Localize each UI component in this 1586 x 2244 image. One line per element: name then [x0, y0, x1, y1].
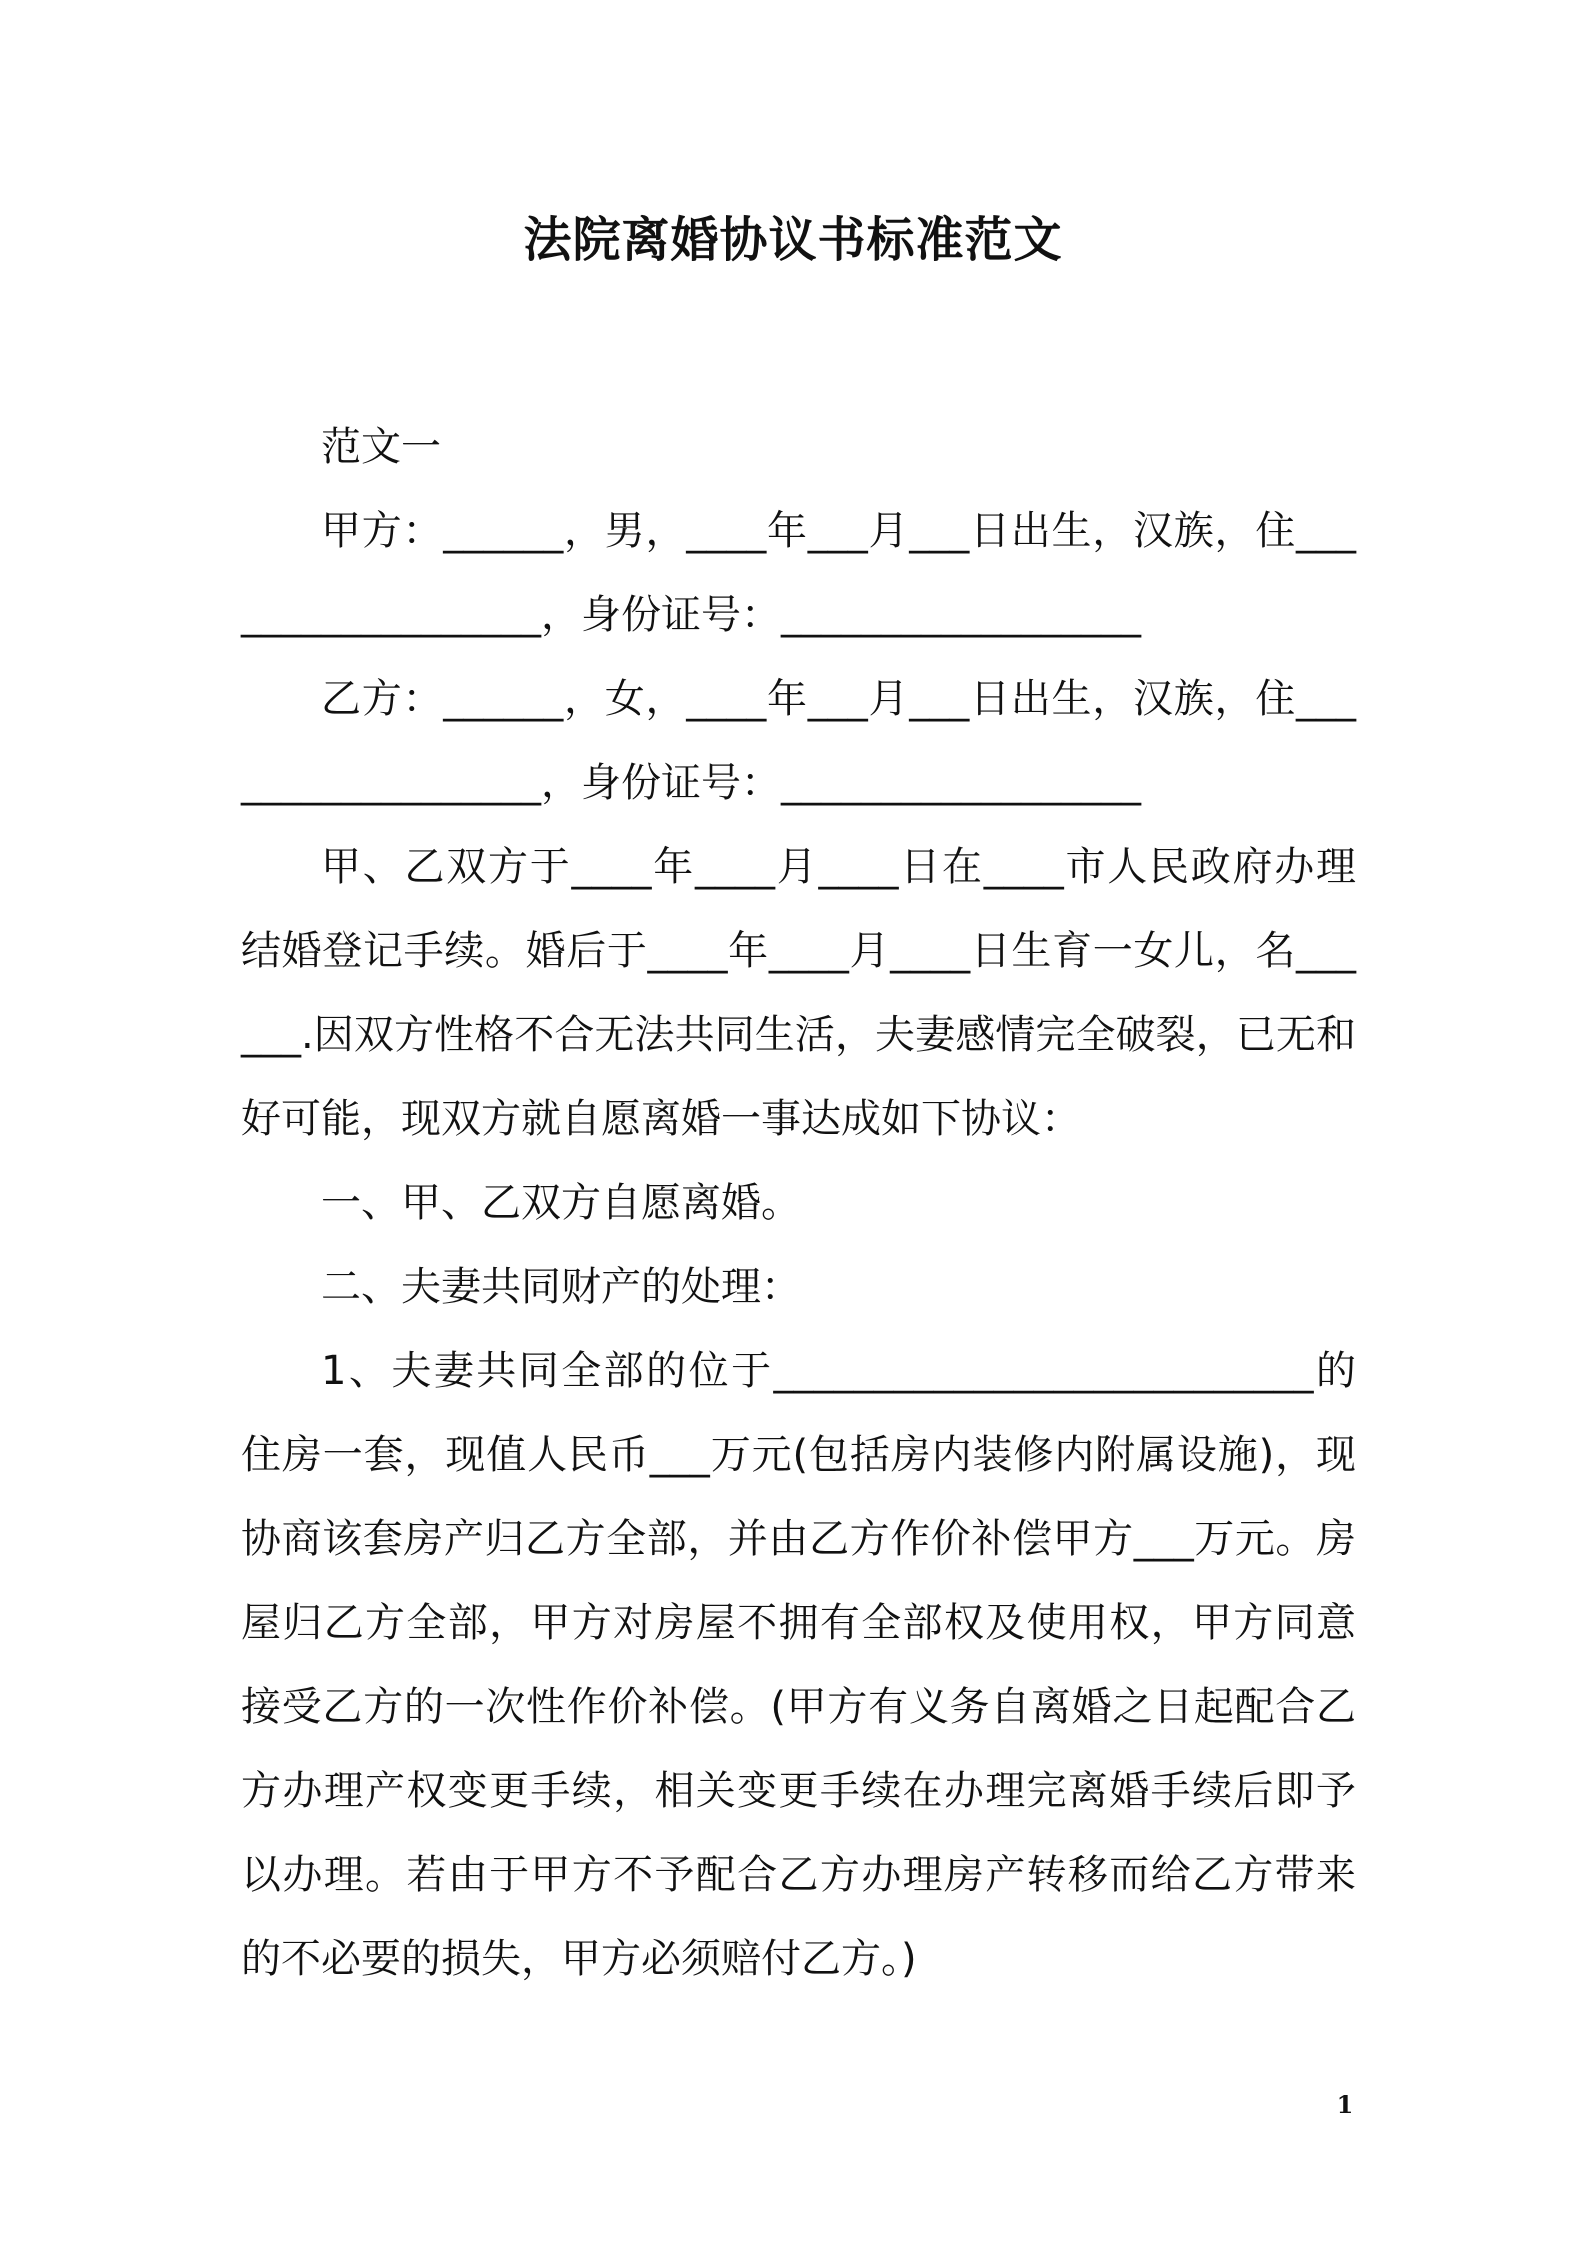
- page-number: 1: [1336, 2090, 1354, 2119]
- paragraph-clause-one: 一、甲、乙双方自愿离婚。: [321, 1180, 801, 1226]
- paragraph-marriage-background: 甲、乙双方于____年____月____日在____市人民政府办理结婚登记手续。婚后于____年____月____日生育一女儿，名______.因双方性格不合无法共同生活，夫妻感情完全破裂，已无和好可能，现双方就自愿离婚一事达成如下协议：: [241, 844, 1356, 1142]
- paragraph-property-item-one: 1、夫妻共同全部的位于___________________________的住房一套，现值人民币___万元(包括房内装修内附属设施)，现协商该套房产归乙方全部，并由乙方作价补偿甲方___万元。房屋归乙方全部，甲方对房屋不拥有全部权及使用权，甲方同意接受乙方的一次性作价补偿。(甲方有义务自离婚之日起配合乙方办理产权变更手续，相关变更手续在办理完离婚手续后即予以办理。若由于甲方不予配合乙方办理房产转移而给乙方带来的不必要的损失，甲方必须赔付乙方。): [241, 1348, 1356, 1982]
- paragraph-clause-two: 二、夫妻共同财产的处理：: [321, 1264, 801, 1310]
- paragraph-sample-heading: 范文一: [321, 424, 441, 470]
- document-title: 法院离婚协议书标准范文: [523, 212, 1063, 268]
- paragraph-party-b: 乙方：______，女，____年___月___日出生，汉族，住__________________，身份证号：__________________: [241, 676, 1356, 806]
- document-body: [241, 405, 1356, 2001]
- paragraph-party-a: 甲方：______，男，____年___月___日出生，汉族，住__________________，身份证号：__________________: [241, 508, 1356, 638]
